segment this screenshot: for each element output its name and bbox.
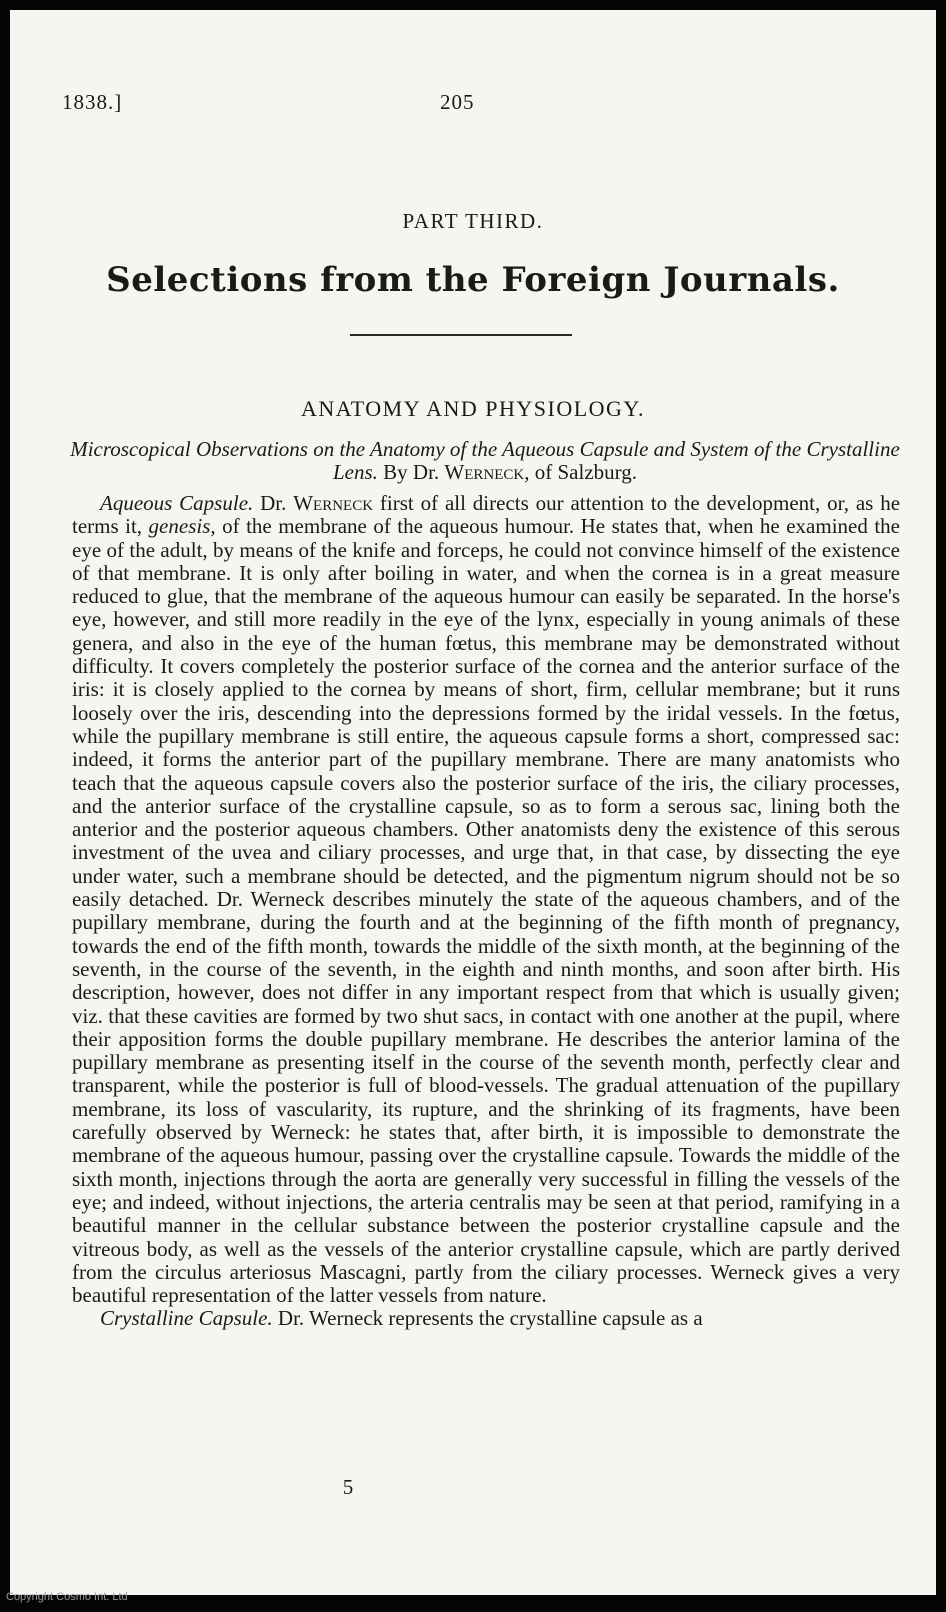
paragraph-lead: Crystalline Capsule. [100, 1306, 273, 1331]
byline-author: Werneck [444, 460, 525, 484]
copyright-watermark: Copyright Cosmo Int. Ltd [6, 1591, 128, 1603]
byline-place: , of Salzburg. [524, 460, 638, 484]
part-title: PART THIRD. [402, 209, 544, 233]
paragraph-text: Dr. Werneck represents the crystalline capsule as a [277, 1306, 703, 1331]
divider-rule [350, 334, 572, 336]
paragraph-crystalline-capsule [72, 1307, 900, 1330]
signature-mark: 5 [342, 1475, 354, 1499]
running-header-year: 1838.] [62, 90, 123, 114]
lead-name: Werneck [293, 491, 374, 515]
paragraph-text-b: of the membrane of the aqueous humour. He states that, when he examined the eye of the adult, by means of the knife and forceps, he could not convince himself of the existence of that membrane. It is only after boiling in water, and when the cornea is in a great measure reduced to glue, that the membrane of the aqueous humour can easily be separated. In the horse's eye, however, and still more readily in the eye of the lynx, especially in young animals of these genera, and also in the eye of the human fœtus, this membrane may be demonstrated without difficulty. It covers completely the posterior surface of the cornea and the anterior surface of the iris: it is closely applied to the cornea by means of short, firm, cellular membrane; but it runs loosely over the iris, descending into the depressions formed by the iridal vessels. In the fœtus, while the pupillary membrane is still entire, the aqueous capsule forms a short, compressed sac: indeed, it forms the anterior part of the pupillary membrane. There are many anatomists who teach that the aqueous capsule covers also the posterior surface of the iris, the ciliary processes, and the anterior surface of the crystalline capsule, so as to form a serous sac, lining both the anterior and the posterior aqueous chambers. Other anatomists deny the existence of this serous investment of the uvea and ciliary processes, and urge that, in that case, by dissecting the eye under water, such a membrane should be detected, and the pigmentum nigrum should not be so easily detached. Dr. Werneck describes minutely the state of the aqueous chambers, and of the pupillary membrane, during the fourth and at the beginning of the fifth month of pregnancy, towards the end of the fifth month, towards the middle of the sixth month, at the beginning of the seventh, in the course of the seventh, in the eighth and ninth months, and soon after birth. His description, however, does not differ in any important respect from that which is usually given; viz. that these cavities are formed by two shut sacs, in contact with one another at the pupil, where their apposition forms the double pupillary membrane. He describes the anterior lamina of the pupillary membrane as presenting itself in the course of the seventh month, perfectly clear and transparent, while the posterior is full of blood-vessels. The gradual attenuation of the pupillary membrane, its loss of vascularity, its rupture, and the shrinking of its fragments, have been carefully observed by Werneck: he states that, after birth, it is impossible to demonstrate the membrane of the aqueous humour, passing over the crystalline capsule. Towards the middle of the sixth month, injections through the aorta are generally very successful in filling the vessels of the eye; and indeed, without injections, the arteria centralis may be seen at that period, ramifying in a beautiful manner in the cellular substance between the posterior crystalline capsule and the vitreous body, as well as the vessels of the anterior crystalline capsule, which are partly derived from the circulus arteriosus Mascagni, partly from the ciliary processes. Werneck gives a very beautiful representation of the latter vessels from nature. [72, 514, 900, 1308]
article-body [72, 492, 900, 1331]
page-number: 205 [440, 90, 475, 114]
paragraph-aqueous-capsule [72, 492, 900, 1307]
paragraph-lead: Aqueous Capsule. [100, 491, 254, 515]
page [10, 10, 936, 1595]
paragraph-text-a: first of all directs our attention to the development, or, as he terms it, [72, 491, 901, 539]
byline-by: By Dr. [383, 460, 440, 484]
term-genesis: genesis, [148, 514, 216, 539]
section-title: ANATOMY AND PHYSIOLOGY. [301, 396, 645, 421]
article-title-text: Microscopical Observations on the Anatomy of the Aqueous Capsule and System of the Crystalline Lens. [70, 437, 900, 484]
article-title [70, 438, 900, 484]
lead-dr: Dr. [260, 491, 287, 515]
journal-heading: Selections from the Foreign Journals. [106, 260, 840, 300]
